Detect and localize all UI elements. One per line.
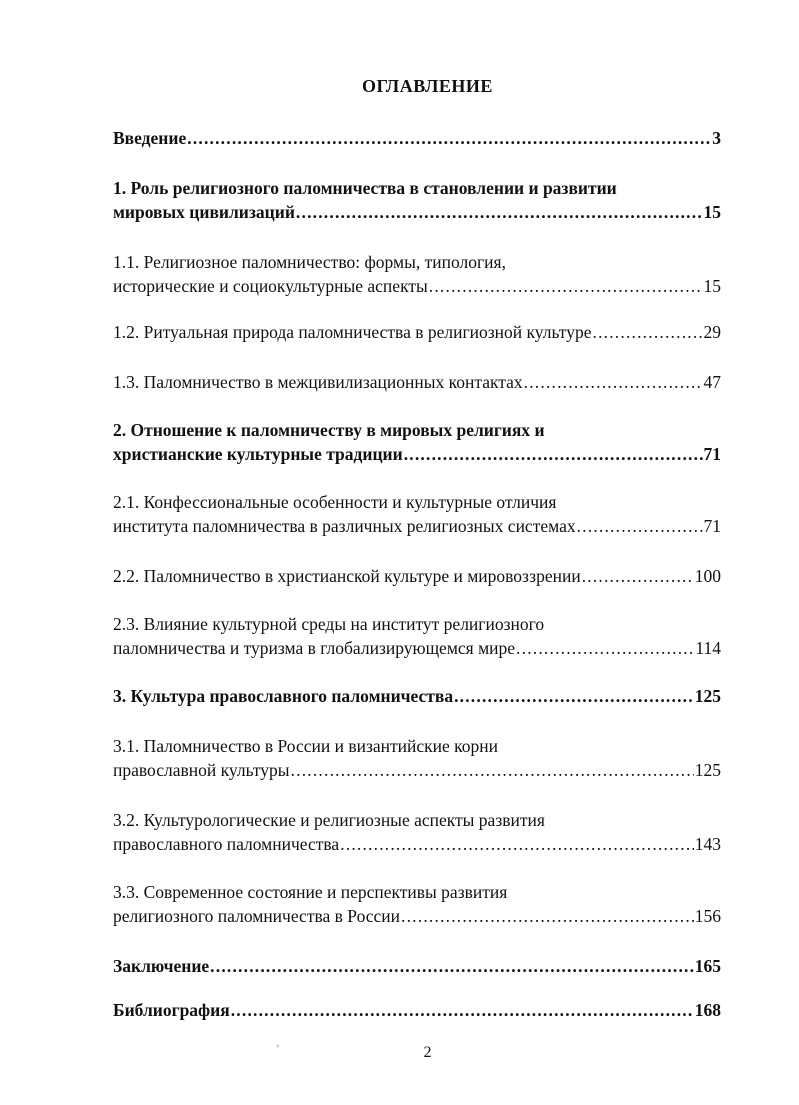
toc-entry-label-continued: института паломничества в различных религиозных системах	[113, 516, 576, 536]
toc-entry-section-1-2[interactable]	[113, 320, 721, 344]
dot-leader	[593, 320, 703, 344]
toc-entry-label: 1. Роль религиозного паломничества в становлении и развитии	[113, 178, 617, 198]
toc-entry-label-continued: религиозного паломничества в России	[113, 906, 401, 926]
toc-entry-page: 47	[703, 372, 721, 392]
toc-entry-label: 2.1. Конфессиональные особенности и культурные отличия	[113, 492, 557, 512]
toc-entry-label-continued: мировых цивилизаций	[113, 202, 295, 222]
dot-leader	[454, 684, 694, 708]
page-number: 2	[423, 1044, 432, 1061]
toc-entry-section-2-3[interactable]	[113, 612, 721, 660]
dot-leader	[582, 564, 694, 588]
toc-entry-label: 2.3. Влияние культурной среды на институт религиозного	[113, 614, 545, 634]
dot-leader	[291, 758, 694, 782]
toc-entry-introduction[interactable]	[113, 126, 721, 150]
toc-entry-label: 3.1. Паломничество в России и византийские корни	[113, 736, 498, 756]
dot-leader	[401, 904, 694, 928]
toc-entry-label: 3. Культура православного паломничества	[113, 686, 454, 706]
toc-entry-page: 3	[712, 128, 721, 148]
dot-leader	[516, 636, 694, 660]
toc-entry-page: 15	[703, 276, 721, 296]
toc-entry-label: Введение	[113, 128, 187, 148]
toc-entry-label-continued: православного паломничества	[113, 834, 340, 854]
toc-entry-label-continued: христианские культурные традиции	[113, 444, 403, 464]
toc-entry-label: Заключение	[113, 956, 210, 976]
toc-entry-page: 143	[694, 834, 721, 854]
toc-entry-page: 114	[695, 638, 721, 658]
toc-entry-section-3-1[interactable]	[113, 734, 721, 782]
toc-entry-label: 2. Отношение к паломничеству в мировых религиях и	[113, 420, 545, 440]
toc-entry-page: 71	[703, 516, 721, 536]
toc-entry-page: 156	[694, 906, 721, 926]
toc-entry-label: 3.3. Современное состояние и перспективы развития	[113, 882, 508, 902]
toc-entry-page: 15	[703, 202, 721, 222]
toc-entry-label-continued: исторические и социокультурные аспекты	[113, 276, 428, 296]
toc-title: ОГЛАВЛЕНИЕ	[362, 76, 493, 96]
toc-entry-section-2-2[interactable]	[113, 564, 721, 588]
dot-leader	[524, 370, 703, 394]
dot-leader	[577, 514, 703, 538]
dot-leader	[210, 954, 694, 978]
toc-entry-section-1-1[interactable]	[113, 250, 721, 298]
toc-entry-label: 3.2. Культурологические и религиозные аспекты развития	[113, 810, 545, 830]
toc-entry-page: 165	[694, 956, 721, 976]
toc-entry-page: 168	[694, 1000, 721, 1020]
toc-entry-page: 29	[703, 322, 721, 342]
toc-entry-section-1-3[interactable]	[113, 370, 721, 394]
toc-entry-label-continued: паломничества и туризма в глобализирующемся мире	[113, 638, 516, 658]
dot-leader	[187, 126, 711, 150]
toc-entry-section-2-1[interactable]	[113, 490, 721, 538]
toc-entry-page: 125	[694, 686, 721, 706]
toc-entry-chapter-3[interactable]	[113, 684, 721, 708]
toc-entry-chapter-1[interactable]	[113, 176, 721, 224]
toc-entry-label: 1.1. Религиозное паломничество: формы, типология,	[113, 252, 506, 272]
toc-entry-conclusion[interactable]	[113, 954, 721, 978]
toc-entry-page: 71	[703, 444, 721, 464]
dot-leader	[231, 998, 694, 1022]
toc-entry-label: 1.2. Ритуальная природа паломничества в религиозной культуре	[113, 322, 592, 342]
toc-entry-label: Библиография	[113, 1000, 230, 1020]
toc-entry-section-3-3[interactable]	[113, 880, 721, 928]
dot-leader	[296, 200, 703, 224]
dot-leader	[340, 832, 694, 856]
toc-entry-bibliography[interactable]	[113, 998, 721, 1022]
toc-entry-section-3-2[interactable]	[113, 808, 721, 856]
dot-leader	[404, 442, 703, 466]
toc-entry-label: 2.2. Паломничество в христианской культуре и мировоззрении	[113, 566, 581, 586]
toc-entry-chapter-2[interactable]	[113, 418, 721, 466]
dot-leader	[429, 274, 703, 298]
toc-entry-label-continued: православной культуры	[113, 760, 290, 780]
scan-mark: '	[277, 1044, 279, 1055]
toc-entry-page: 100	[694, 566, 721, 586]
toc-entry-page: 125	[694, 760, 721, 780]
toc-entry-label: 1.3. Паломничество в межцивилизационных контактах	[113, 372, 523, 392]
